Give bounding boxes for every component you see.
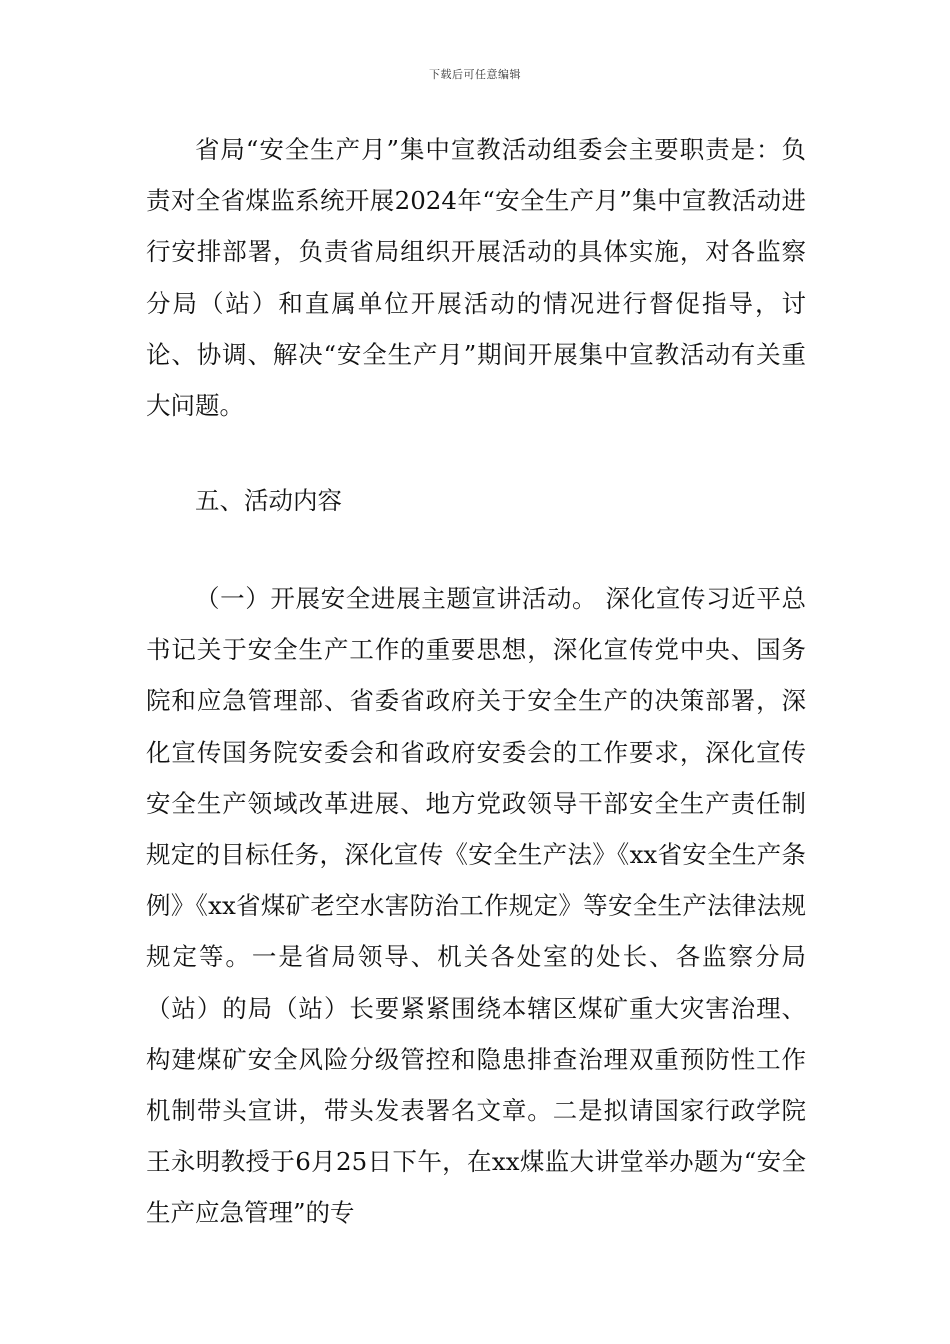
page-header: 下载后可任意编辑	[429, 68, 521, 81]
section-heading-activity-content: 五、活动内容	[195, 486, 342, 515]
paragraph-publicity-activity: （一）开展安全进展主题宣讲活动。 深化宣传习近平总书记关于安全生产工作的重要思想，深化宣传党中央、国务院和应急管理部、省委省政府关于安全生产的决策部署，深化宣传国务院安委会和省政府安委会的工作要求，深化宣传安全生产领域改革进展、地方党政领导干部安全生产责任制规定的目标任务，深化宣传《安全生产法》《xx省安全生产条例》《xx省煤矿老空水害防治工作规定》等安全生产法律法规规定等。一是省局领导、机关各处室的处长、各监察分局（站）的局（站）长要紧紧围绕本辖区煤矿重大灾害治理、构建煤矿安全风险分级管控和隐患排查治理双重预防性工作机制带头宣讲，带头发表署名文章。二是拟请国家行政学院王永明教授于6月25日下午，在xx煤监大讲堂举办题为“安全生产应急管理”的专	[146, 584, 806, 1228]
paragraph-committee-duties: 省局“安全生产月”集中宣教活动组委会主要职责是：负责对全省煤监系统开展2024年“安全生产月”集中宣教活动进行安排部署，负责省局组织开展活动的具体实施，对各监察分局（站）和直属单位开展活动的情况进行督促指导，讨论、协调、解决“安全生产月”期间开展集中宣教活动有关重大问题。	[146, 135, 806, 421]
